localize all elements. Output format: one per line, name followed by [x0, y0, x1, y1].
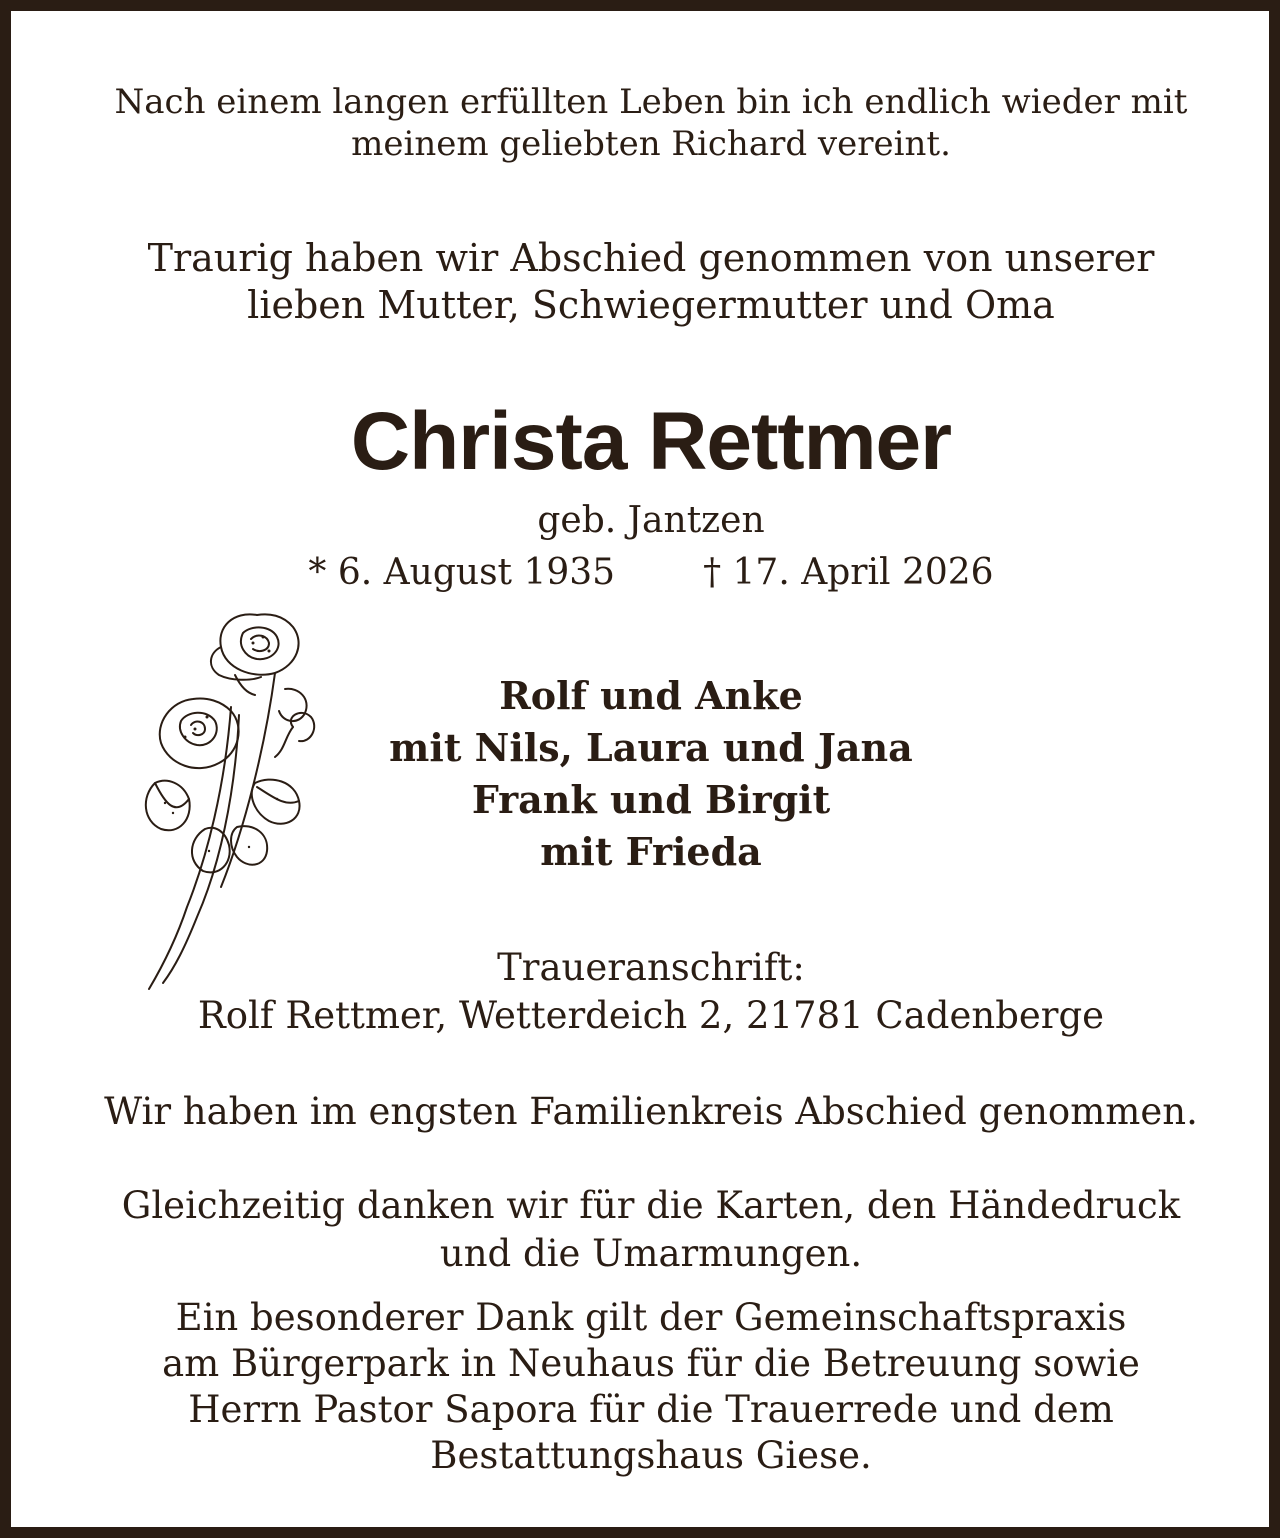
- special-thanks-line-2: am Bürgerpark in Neuhaus für die Betreuung sowie: [162, 1342, 1140, 1385]
- lead-line-1: Traurig haben wir Abschied genommen von unserer: [147, 236, 1155, 280]
- lead-line-2: lieben Mutter, Schwiegermutter und Oma: [247, 283, 1055, 327]
- life-dates: [11, 552, 1280, 593]
- mourner-line-4: mit Frieda: [540, 829, 762, 874]
- maiden-name: geb. Jantzen: [537, 500, 765, 541]
- mourner-line-2: mit Nils, Laura und Jana: [389, 725, 913, 770]
- mourner-line-1: Rolf und Anke: [499, 673, 803, 718]
- intro-line-1: Nach einem langen erfüllten Leben bin ich endlich wieder mit: [114, 82, 1188, 122]
- death-date: † 17. April 2026: [703, 552, 994, 593]
- address-value: Rolf Rettmer, Wetterdeich 2, 21781 Cadenberge: [197, 994, 1105, 1037]
- address-label: Traueranschrift:: [497, 946, 805, 989]
- intro-line-2: meinem geliebten Richard vereint.: [351, 124, 951, 164]
- deceased-name: Christa Rettmer: [350, 396, 952, 487]
- special-thanks-line-3: Herrn Pastor Sapora für die Trauerrede und dem: [188, 1388, 1114, 1431]
- thanks-line-2: und die Umarmungen.: [439, 1232, 863, 1275]
- private-farewell-notice: Wir haben im engsten Familienkreis Abschied genommen.: [104, 1090, 1198, 1133]
- thanks-line-1: Gleichzeitig danken wir für die Karten, den Händedruck: [121, 1184, 1181, 1227]
- birth-date: * 6. August 1935: [308, 552, 616, 593]
- special-thanks-line-1: Ein besonderer Dank gilt der Gemeinschaftspraxis: [175, 1296, 1127, 1339]
- mourner-line-3: Frank und Birgit: [471, 777, 831, 822]
- special-thanks-line-4: Bestattungshaus Giese.: [430, 1434, 872, 1477]
